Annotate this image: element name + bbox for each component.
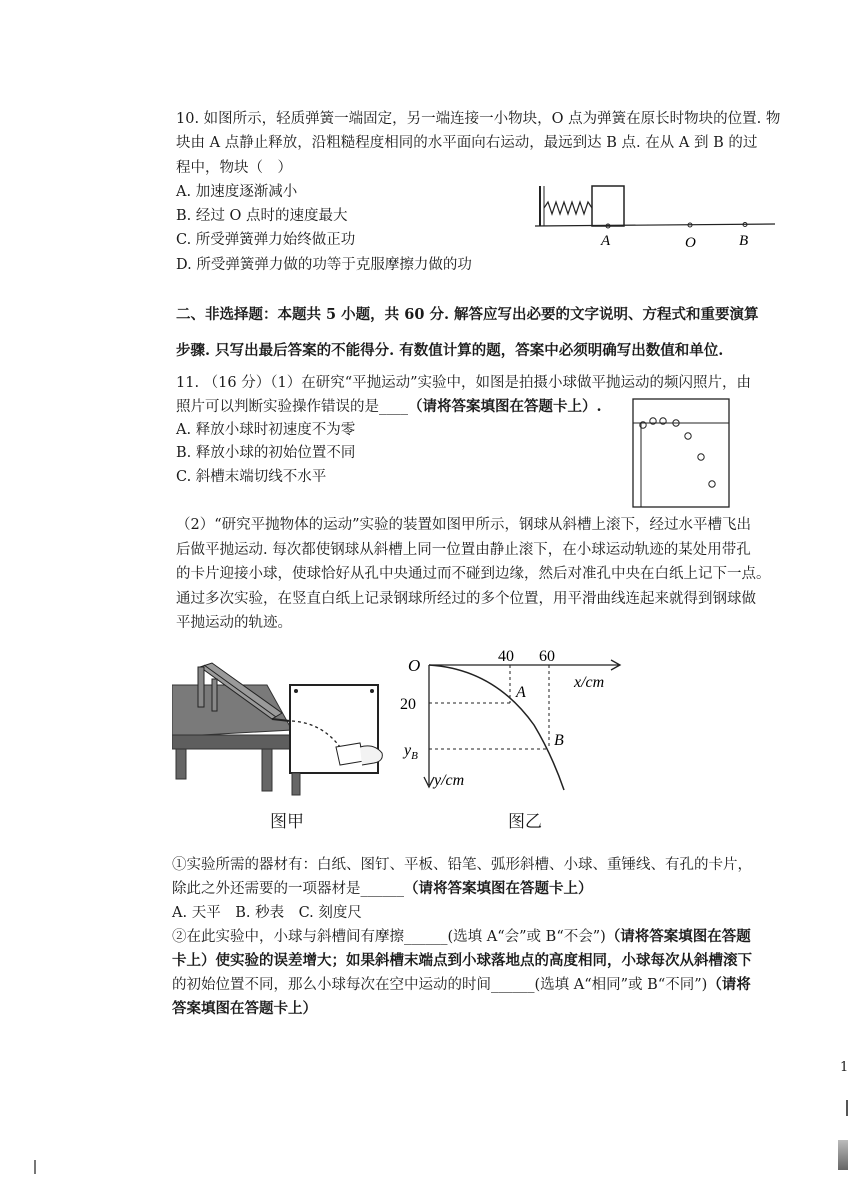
q10-line-1: 10. 如图所示，轻质弹簧一端固定，另一端连接一小物块，O 点为弹簧在原长时物块的位置. 物 [176,111,781,127]
label-a: A [601,233,611,249]
q11-sub1-line-2-text: 除此之外还需要的一项器材是______ [172,881,404,897]
q11-part1-line-1: 11. （16 分）（1）在研究“平抛运动”实验中，如图是拍摄小球做平抛运动的频闪照片，由 [176,375,752,391]
section2-line-1: 二、非选择题：本题共 5 小题，共 60 分. 解答应写出必要的文字说明、方程式和重要演算 [176,306,759,323]
q10-option-c: C. 所受弹簧弹力始终做正功 [176,232,356,248]
q11-sub2-line-1 [172,927,751,947]
q11-part2-line-5: 平抛运动的轨迹。 [176,615,292,631]
y-tick-yb-subscript: B [411,750,418,762]
q11-sub1-options: A. 天平 B. 秒表 C. 刻度尺 [172,905,362,921]
q11-sub2-line-3-instruction: （请将 [707,976,751,993]
q11-part2-line-1: （2）“研究平抛物体的运动”实验的装置如图甲所示，钢球从斜槽上滚下，经过水平槽飞出 [176,517,752,533]
scan-corner-mark [34,1160,36,1174]
q11-sub1-line-1: ①实验所需的器材有：白纸、图钉、平板、铅笔、弧形斜槽、小球、重锤线、有孔的卡片， [172,857,752,873]
q11-part2-line-3: 的卡片迎接小球，使球恰好从孔中央通过而不碰到边缘，然后对准孔中央在白纸上记下一点。 [176,566,771,582]
q11-part1-line-2-instruction: （请将答案填图在答题卡上）. [408,398,602,415]
y-tick-20: 20 [400,696,416,713]
q10-option-a: A. 加速度逐渐减小 [176,184,298,200]
apparatus-figure-jia [172,655,402,805]
q11-sub2-line-2 [172,951,752,971]
q10-spring-figure [530,178,780,250]
ball-7 [709,481,715,487]
q10-line-2: 块由 A 点静止释放，沿粗糙程度相同的水平面向右运动，最远到达 B 点. 在从 A 到 B 的过 [176,135,758,151]
q11-sub2-line-2-instruction: 卡上）使实验的误差增大；如果斜槽末端点到小球落地点的高度相同，小球每次从斜槽滚下 [172,952,752,969]
q11-part1-option-b: B. 释放小球的初始位置不同 [176,445,356,461]
q11-sub2-line-1-instruction: （请将答案填图在答题 [605,928,751,945]
q11-part1-line-2-text: 照片可以判断实验操作错误的是____ [176,399,408,415]
x-axis-label: x/cm [574,674,605,691]
margin-page-mark: 1 [840,1060,849,1075]
q11-part1-line-2 [176,397,602,417]
strobe-photo-figure [628,395,734,511]
chute-support-2 [212,679,217,711]
y-tick-yb-letter: y [404,742,412,759]
q11-part2-line-4: 通过多次实验，在竖直白纸上记录钢球所经过的多个位置，用平滑曲线连起来就得到钢球做 [176,591,756,607]
x-tick-40: 40 [498,648,514,665]
trajectory-graph-yi [394,645,634,810]
point-a-label: A [516,684,526,701]
table-leg [262,749,272,791]
photo-frame [633,399,729,507]
hole-card [336,743,364,765]
q11-sub1-line-2-instruction: （请将答案填图在答题卡上） [404,880,593,897]
label-o: O [685,235,696,250]
ball-6 [698,454,704,460]
scan-edge-shadow [838,1140,848,1170]
q11-part1-option-c: C. 斜槽末端切线不水平 [176,469,327,485]
fig-jia-caption: 图甲 [270,812,304,832]
chute-support [198,667,204,707]
block [592,186,624,226]
y-tick-yb [402,742,418,762]
board-leg [292,773,300,795]
ground-line [535,224,775,226]
margin-tick [846,1100,848,1116]
pin-2 [370,689,374,693]
fig-yi-caption: 图乙 [508,812,542,832]
table-edge [172,735,290,749]
y-axis-label: y/cm [434,772,465,789]
pin-1 [294,689,298,693]
spring [544,202,592,214]
q11-part1-option-a: A. 释放小球时初速度不为零 [176,422,356,438]
q11-sub1-line-2 [172,879,593,899]
point-b-label: B [554,732,564,749]
q11-part2-line-2: 后做平抛运动. 每次都使钢球从斜槽上同一位置由静止滚下，在小球运动轨迹的某处用带孔 [176,542,751,558]
q11-sub2-line-3-text: 的初始位置不同，那么小球每次在空中运动的时间______(选填 A“相同”或 B“不同”) [172,977,708,993]
q11-sub2-line-3 [172,975,751,995]
q11-sub2-line-4: 答案填图在答题卡上） [172,1000,317,1017]
origin-label: O [408,656,421,675]
q10-option-b: B. 经过 O 点时的速度最大 [176,208,348,224]
label-b: B [739,233,749,249]
q10-line-3: 程中，物块（ ） [176,160,292,176]
ball-5 [685,433,691,439]
q11-sub2-line-1-text: ②在此实验中，小球与斜槽间有摩擦______(选填 A“会”或 B“不会”) [172,929,606,945]
q10-option-d: D. 所受弹簧弹力做的功等于克服摩擦力做的功 [176,257,472,273]
x-tick-60: 60 [539,648,555,665]
section2-line-2: 步骤. 只写出最后答案的不能得分. 有数值计算的题，答案中必须明确写出数值和单位. [176,342,724,359]
table-leg-back [176,749,186,779]
